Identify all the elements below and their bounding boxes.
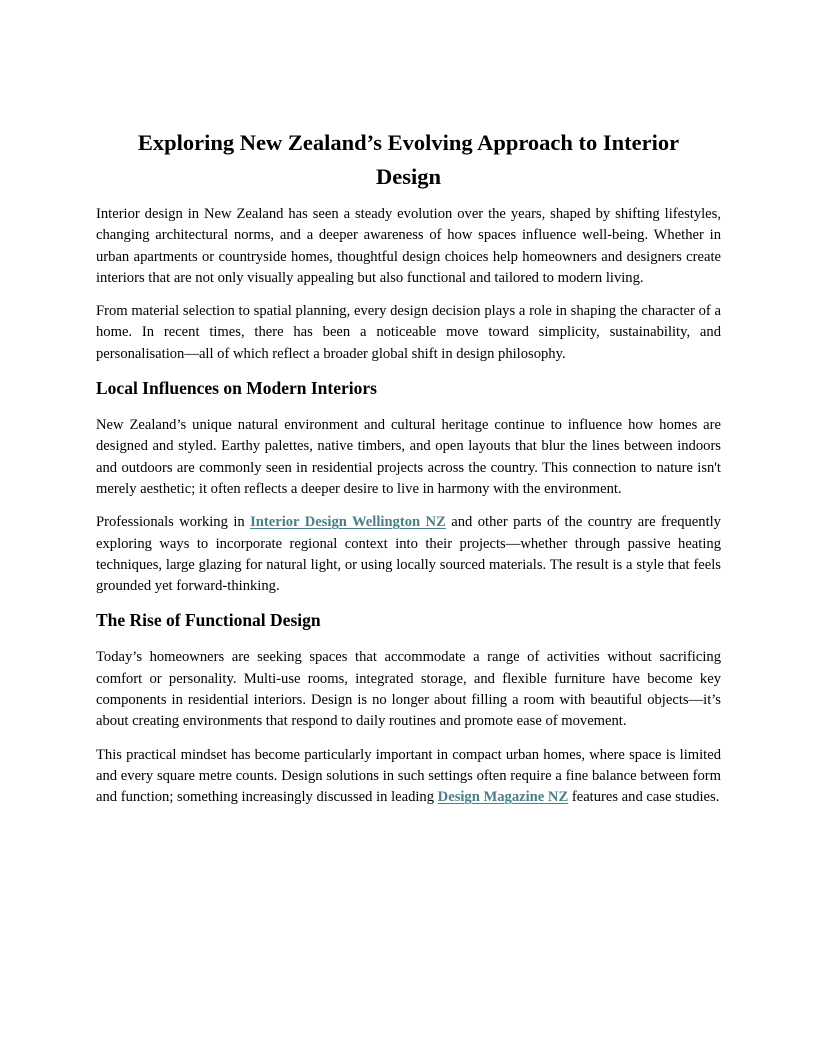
section-heading-local-influences: Local Influences on Modern Interiors	[96, 378, 377, 399]
document-page	[96, 126, 721, 821]
intro-paragraph-1: Interior design in New Zealand has seen a steady evolution over the years, shaped by shifting lifestyles, changing architectural norms, and a deeper awareness of how spaces influence well-being. Whether in urban apartments or countryside homes, thoughtful design choices help homeowners and designers create interiors that are not only visually appealing but also functional and tailored to modern living.	[96, 206, 721, 286]
paragraph-text: This practical mindset has become particularly important in compact urban homes, where space is limited and every square metre counts. Design solutions in such settings often require a fine balance between form and function; something increasingly discussed in leading	[96, 746, 721, 806]
functional-design-paragraph-1: Today’s homeowners are seeking spaces that accommodate a range of activities without sacrificing comfort or personality. Multi-use rooms, integrated storage, and flexible furniture have become key components in residential interiors. Design is no longer about filling a room with beautiful objects—it’s about creating environments that respond to daily routines and promote ease of movement.	[96, 649, 721, 730]
interior-design-wellington-link[interactable]: Interior Design Wellington NZ	[250, 514, 446, 531]
local-influences-paragraph-2	[96, 512, 721, 597]
paragraph-text: and other parts of the country are frequently exploring ways to incorporate regional context into their projects—whether through passive heating techniques, large glazing for natural light, or using locally sourced materials. The result is a style that feels grounded yet forward-thinking.	[96, 514, 721, 595]
design-magazine-nz-link[interactable]: Design Magazine NZ	[437, 789, 569, 806]
local-influences-paragraph-1: New Zealand’s unique natural environment and cultural heritage continue to influence how homes are designed and styled. Earthy palettes, native timbers, and open layouts that blur the lines between indoors and outdoors are commonly seen in residential projects across the country. This connection to nature isn't merely aesthetic; it often reflects a deeper desire to live in harmony with the environment.	[96, 417, 721, 497]
intro-paragraph-2: From material selection to spatial planning, every design decision plays a role in shaping the character of a home. In recent times, there has been a noticeable move toward simplicity, sustainability, and personalisation—all of which reflect a broader global shift in design philosophy.	[96, 303, 721, 362]
section-heading-functional-design: The Rise of Functional Design	[96, 610, 321, 631]
functional-design-paragraph-2	[96, 745, 721, 809]
paragraph-text: Professionals working in	[96, 514, 251, 531]
page-title: Exploring New Zealand’s Evolving Approach to Interior Design	[137, 130, 680, 189]
paragraph-text: features and case studies.	[568, 789, 720, 806]
